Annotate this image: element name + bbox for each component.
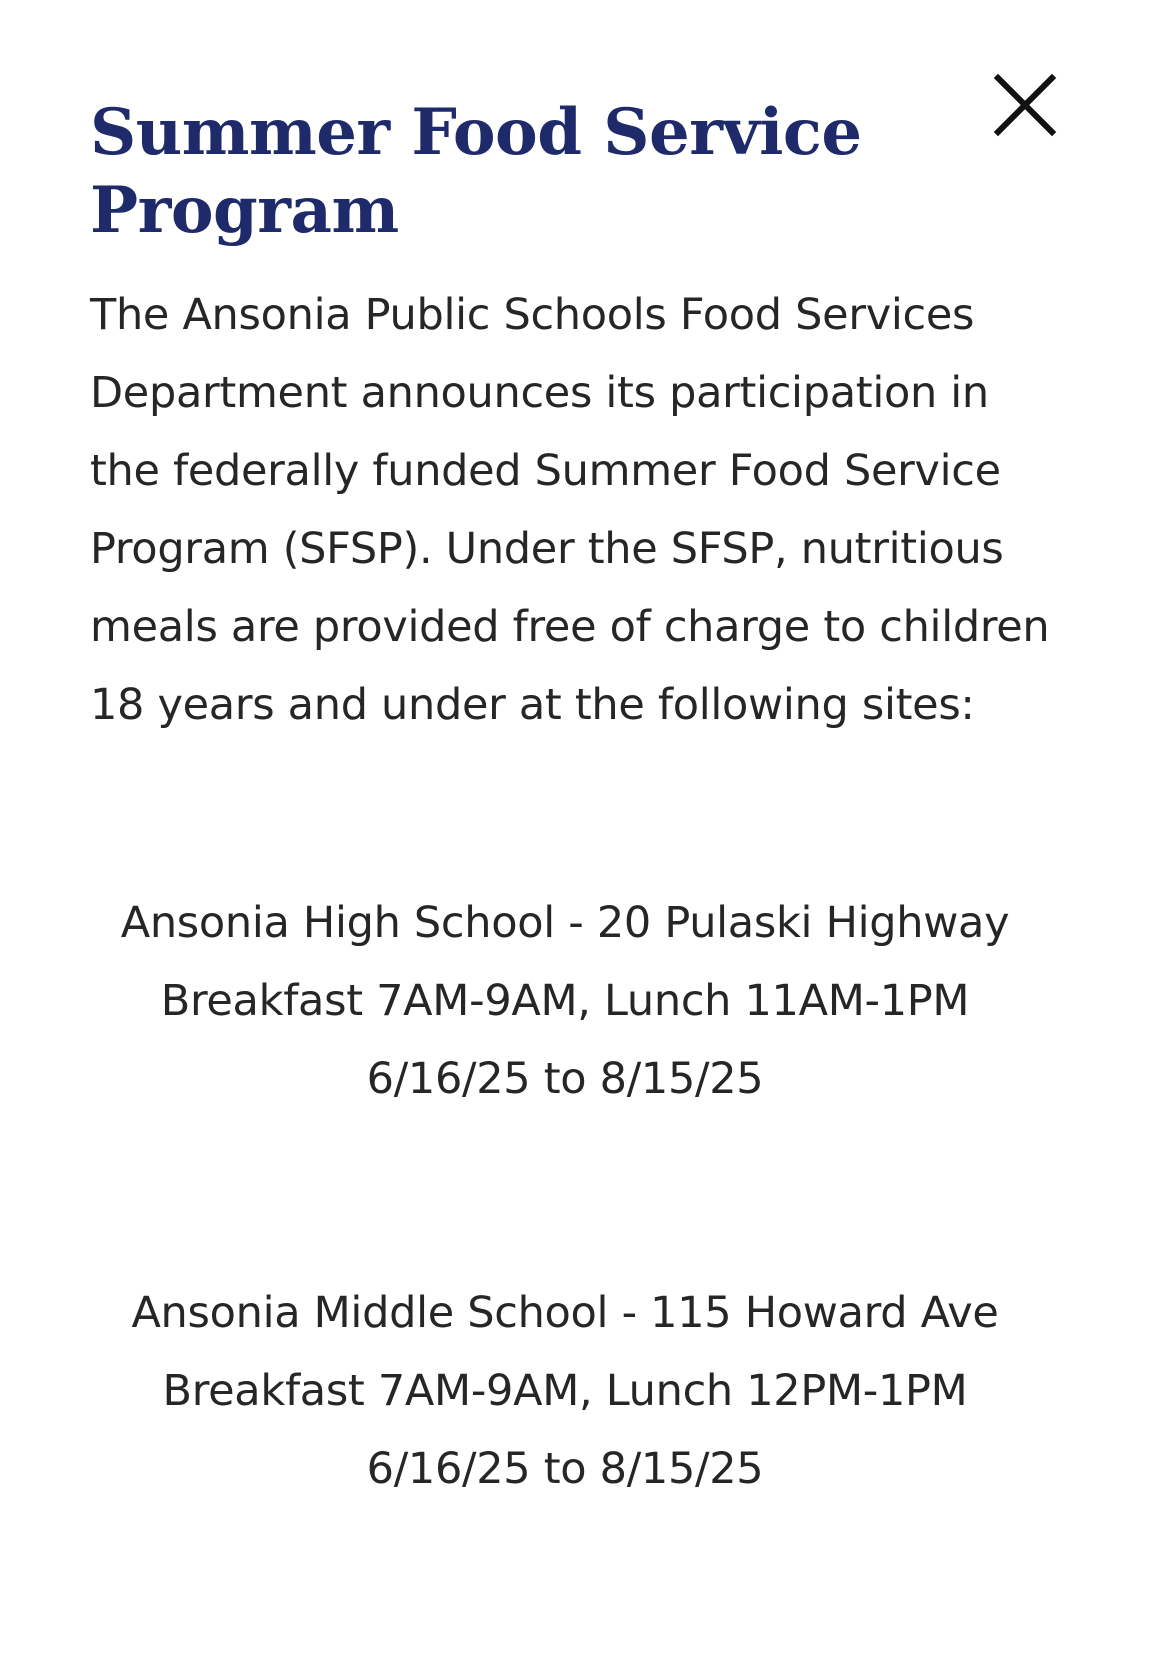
site-hours: Breakfast 7AM-9AM, Lunch 11AM-1PM xyxy=(160,976,970,1026)
intro-paragraph: The Ansonia Public Schools Food Services Department announces its participation in the federally funded Summer Food Service Program (SFSP). Under the SFSP, nutritious meals are provided free of charge to children 18 years and under at the following sites: xyxy=(90,290,1050,730)
modal-title: Summer Food Service Program xyxy=(90,95,862,248)
site-dates: 6/16/25 to 8/15/25 xyxy=(366,1054,764,1104)
close-button[interactable] xyxy=(990,70,1060,140)
site-name-address: Ansonia Middle School - 115 Howard Ave xyxy=(131,1288,999,1338)
close-icon[interactable] xyxy=(990,70,1060,140)
site-name-address: Ansonia High School - 20 Pulaski Highway xyxy=(120,898,1010,948)
site-item xyxy=(90,884,1040,1118)
site-dates: 6/16/25 to 8/15/25 xyxy=(366,1444,764,1494)
site-item xyxy=(90,1274,1040,1508)
site-hours: Breakfast 7AM-9AM, Lunch 12PM-1PM xyxy=(162,1366,968,1416)
